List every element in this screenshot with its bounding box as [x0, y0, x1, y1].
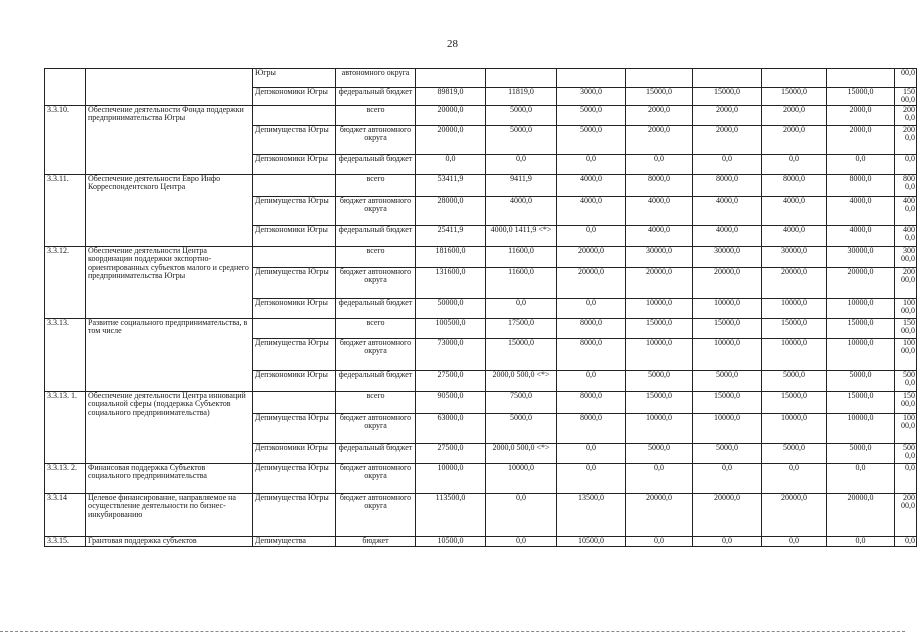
year-2014-cell: 5000,0 [486, 106, 557, 126]
funding-source-cell: бюджет автономного округа [336, 339, 416, 371]
executor-cell [253, 392, 336, 414]
year-2016-cell: 15000,0 [626, 88, 693, 106]
year-2020-cell: 200 0,0 [895, 106, 917, 126]
total-cell: 131600,0 [416, 268, 486, 299]
year-2016-cell: 2000,0 [626, 126, 693, 155]
year-2016-cell: 10000,0 [626, 339, 693, 371]
row-code-cell: 3.3.14 [45, 494, 86, 537]
executor-cell [253, 106, 336, 126]
year-2018-cell: 0,0 [762, 537, 827, 547]
year-2015-cell: 0,0 [557, 371, 626, 392]
total-cell: 90500,0 [416, 392, 486, 414]
year-2020-cell: 200 0,0 [895, 126, 917, 155]
executor-cell: Депэкономики Югры [253, 88, 336, 106]
year-2016-cell: 2000,0 [626, 106, 693, 126]
total-cell: 100500,0 [416, 319, 486, 339]
year-2015-cell: 4000,0 [557, 197, 626, 226]
year-2016-cell: 30000,0 [626, 247, 693, 268]
year-2014-cell: 0,0 [486, 299, 557, 319]
year-2019-cell: 2000,0 [827, 126, 895, 155]
year-2019-cell: 0,0 [827, 537, 895, 547]
activity-name-cell: Грантовая поддержка субъектов [86, 537, 253, 547]
funding-source-cell: федеральный бюджет [336, 88, 416, 106]
funding-source-cell: бюджет автономного округа [336, 414, 416, 444]
year-2015-cell: 20000,0 [557, 268, 626, 299]
year-2015-cell: 10500,0 [557, 537, 626, 547]
year-2020-cell: 150 00,0 [895, 392, 917, 414]
total-cell: 20000,0 [416, 126, 486, 155]
table-row [45, 175, 917, 197]
executor-cell [253, 247, 336, 268]
funding-source-cell: федеральный бюджет [336, 226, 416, 247]
table-row [45, 106, 917, 126]
funding-source-cell: бюджет автономного округа [336, 197, 416, 226]
year-2014-cell: 11819,0 [486, 88, 557, 106]
year-2017-cell: 20000,0 [693, 494, 762, 537]
activity-name-cell: Развитие социального предпринимательства, в том числе [86, 319, 253, 392]
year-2014-cell: 9411,9 [486, 175, 557, 197]
year-2015-cell: 8000,0 [557, 414, 626, 444]
year-2016-cell: 15000,0 [626, 319, 693, 339]
funding-source-cell: федеральный бюджет [336, 444, 416, 464]
year-2014-cell: 10000,0 [486, 464, 557, 494]
executor-cell: Депимущества Югры [253, 197, 336, 226]
total-cell: 113500,0 [416, 494, 486, 537]
total-cell: 0,0 [416, 155, 486, 175]
year-2015-cell: 5000,0 [557, 126, 626, 155]
total-cell [416, 69, 486, 88]
year-2017-cell: 0,0 [693, 464, 762, 494]
year-2016-cell: 20000,0 [626, 494, 693, 537]
year-2014-cell [486, 69, 557, 88]
year-2016-cell: 4000,0 [626, 226, 693, 247]
year-2017-cell: 30000,0 [693, 247, 762, 268]
year-2015-cell: 0,0 [557, 155, 626, 175]
year-2019-cell: 5000,0 [827, 371, 895, 392]
year-2017-cell [693, 69, 762, 88]
year-2014-cell: 11600,0 [486, 268, 557, 299]
year-2020-cell: 200 00,0 [895, 494, 917, 537]
year-2018-cell: 10000,0 [762, 339, 827, 371]
year-2019-cell: 2000,0 [827, 106, 895, 126]
total-cell: 50000,0 [416, 299, 486, 319]
year-2016-cell: 5000,0 [626, 444, 693, 464]
year-2017-cell: 0,0 [693, 537, 762, 547]
total-cell: 28000,0 [416, 197, 486, 226]
year-2014-cell: 0,0 [486, 537, 557, 547]
year-2014-cell: 0,0 [486, 155, 557, 175]
activity-name-cell: Обеспечение деятельности Евро Инфо Корреспондентского Центра [86, 175, 253, 247]
year-2020-cell: 150 00,0 [895, 319, 917, 339]
scan-edge-rule [0, 631, 905, 632]
year-2019-cell [827, 69, 895, 88]
total-cell: 181600,0 [416, 247, 486, 268]
row-code-cell: 3.3.11. [45, 175, 86, 247]
total-cell: 89819,0 [416, 88, 486, 106]
year-2016-cell [626, 69, 693, 88]
year-2014-cell: 15000,0 [486, 339, 557, 371]
executor-cell: Депимущества Югры [253, 268, 336, 299]
year-2017-cell: 15000,0 [693, 392, 762, 414]
year-2014-cell: 4000,0 [486, 197, 557, 226]
year-2015-cell: 3000,0 [557, 88, 626, 106]
executor-cell: Депимущества Югры [253, 494, 336, 537]
year-2020-cell: 500 0,0 [895, 444, 917, 464]
page-number: 28 [447, 38, 458, 50]
funding-source-cell: федеральный бюджет [336, 155, 416, 175]
year-2015-cell: 20000,0 [557, 247, 626, 268]
year-2020-cell: 0,0 [895, 155, 917, 175]
total-cell: 20000,0 [416, 106, 486, 126]
year-2019-cell: 30000,0 [827, 247, 895, 268]
executor-cell: Депимущества Югры [253, 339, 336, 371]
funding-source-cell: всего [336, 175, 416, 197]
year-2014-cell: 2000,0 500,0 <*> [486, 371, 557, 392]
year-2019-cell: 20000,0 [827, 268, 895, 299]
year-2018-cell: 15000,0 [762, 392, 827, 414]
year-2015-cell: 8000,0 [557, 319, 626, 339]
year-2019-cell: 15000,0 [827, 392, 895, 414]
year-2014-cell: 2000,0 500,0 <*> [486, 444, 557, 464]
funding-source-cell: бюджет автономного округа [336, 494, 416, 537]
year-2016-cell: 5000,0 [626, 371, 693, 392]
year-2020-cell: 100 00,0 [895, 299, 917, 319]
year-2018-cell [762, 69, 827, 88]
year-2016-cell: 0,0 [626, 464, 693, 494]
year-2020-cell: 150 00,0 [895, 88, 917, 106]
year-2015-cell: 5000,0 [557, 106, 626, 126]
funding-source-cell: федеральный бюджет [336, 299, 416, 319]
table-row [45, 392, 917, 414]
year-2019-cell: 8000,0 [827, 175, 895, 197]
total-cell: 53411,9 [416, 175, 486, 197]
executor-cell [253, 175, 336, 197]
year-2018-cell: 0,0 [762, 464, 827, 494]
funding-source-cell: всего [336, 106, 416, 126]
year-2019-cell: 5000,0 [827, 444, 895, 464]
year-2019-cell: 10000,0 [827, 414, 895, 444]
funding-source-cell: бюджет автономного округа [336, 126, 416, 155]
funding-source-cell: всего [336, 319, 416, 339]
executor-cell: Депимущества Югры [253, 126, 336, 155]
year-2019-cell: 15000,0 [827, 319, 895, 339]
activity-name-cell: Обеспечение деятельности Центра координации поддержки экспортно-ориентированных субъектов малого и среднего предпринимательства Югры [86, 247, 253, 319]
executor-cell: Депэкономики Югры [253, 226, 336, 247]
year-2019-cell: 20000,0 [827, 494, 895, 537]
year-2018-cell: 10000,0 [762, 414, 827, 444]
year-2014-cell: 4000,0 1411,9 <*> [486, 226, 557, 247]
program-funding-table [44, 68, 917, 547]
funding-source-cell: бюджет автономного округа [336, 464, 416, 494]
year-2016-cell: 20000,0 [626, 268, 693, 299]
row-code-cell: 3.3.13. 2. [45, 464, 86, 494]
table-row [45, 464, 917, 494]
year-2018-cell: 8000,0 [762, 175, 827, 197]
total-cell: 73000,0 [416, 339, 486, 371]
year-2015-cell: 8000,0 [557, 339, 626, 371]
funding-source-cell: всего [336, 247, 416, 268]
year-2020-cell: 800 0,0 [895, 175, 917, 197]
funding-source-cell: автономного округа [336, 69, 416, 88]
year-2017-cell: 15000,0 [693, 319, 762, 339]
row-code-cell: 3.3.13. [45, 319, 86, 392]
year-2018-cell: 4000,0 [762, 197, 827, 226]
executor-cell: Депэкономики Югры [253, 299, 336, 319]
year-2018-cell: 5000,0 [762, 371, 827, 392]
year-2018-cell: 10000,0 [762, 299, 827, 319]
year-2016-cell: 15000,0 [626, 392, 693, 414]
executor-cell: Депэкономики Югры [253, 371, 336, 392]
executor-cell: Депимущества [253, 537, 336, 547]
year-2017-cell: 10000,0 [693, 299, 762, 319]
year-2017-cell: 20000,0 [693, 268, 762, 299]
year-2018-cell: 4000,0 [762, 226, 827, 247]
year-2019-cell: 4000,0 [827, 197, 895, 226]
year-2017-cell: 10000,0 [693, 339, 762, 371]
funding-source-cell: бюджет [336, 537, 416, 547]
year-2014-cell: 11600,0 [486, 247, 557, 268]
year-2018-cell: 0,0 [762, 155, 827, 175]
year-2018-cell: 30000,0 [762, 247, 827, 268]
year-2020-cell: 300 00,0 [895, 247, 917, 268]
year-2016-cell: 10000,0 [626, 299, 693, 319]
total-cell: 27500,0 [416, 371, 486, 392]
year-2015-cell: 4000,0 [557, 175, 626, 197]
year-2017-cell: 5000,0 [693, 371, 762, 392]
activity-name-cell: Финансовая поддержка Субъектов социального предпринимательства [86, 464, 253, 494]
year-2015-cell: 0,0 [557, 444, 626, 464]
year-2017-cell: 15000,0 [693, 88, 762, 106]
year-2016-cell: 10000,0 [626, 414, 693, 444]
row-code-cell [45, 69, 86, 106]
year-2019-cell: 10000,0 [827, 339, 895, 371]
year-2015-cell: 0,0 [557, 299, 626, 319]
executor-cell [253, 319, 336, 339]
year-2016-cell: 4000,0 [626, 197, 693, 226]
year-2015-cell: 8000,0 [557, 392, 626, 414]
funding-source-cell: бюджет автономного округа [336, 268, 416, 299]
year-2014-cell: 17500,0 [486, 319, 557, 339]
year-2020-cell: 00,0 [895, 69, 917, 88]
funding-source-cell: федеральный бюджет [336, 371, 416, 392]
year-2020-cell: 100 00,0 [895, 339, 917, 371]
year-2016-cell: 0,0 [626, 155, 693, 175]
year-2015-cell [557, 69, 626, 88]
year-2018-cell: 20000,0 [762, 494, 827, 537]
year-2017-cell: 2000,0 [693, 126, 762, 155]
year-2020-cell: 0,0 [895, 537, 917, 547]
year-2015-cell: 0,0 [557, 226, 626, 247]
total-cell: 25411,9 [416, 226, 486, 247]
year-2018-cell: 20000,0 [762, 268, 827, 299]
year-2020-cell: 400 0,0 [895, 197, 917, 226]
year-2019-cell: 15000,0 [827, 88, 895, 106]
table-row [45, 494, 917, 537]
activity-name-cell [86, 69, 253, 106]
total-cell: 10500,0 [416, 537, 486, 547]
total-cell: 10000,0 [416, 464, 486, 494]
year-2020-cell: 200 00,0 [895, 268, 917, 299]
year-2016-cell: 8000,0 [626, 175, 693, 197]
year-2014-cell: 0,0 [486, 494, 557, 537]
year-2020-cell: 500 0,0 [895, 371, 917, 392]
row-code-cell: 3.3.10. [45, 106, 86, 175]
year-2019-cell: 4000,0 [827, 226, 895, 247]
executor-cell: Югры [253, 69, 336, 88]
table-row [45, 247, 917, 268]
activity-name-cell: Целевое финансирование, направляемое на осуществление деятельности по бизнес-инкубированию [86, 494, 253, 537]
year-2018-cell: 5000,0 [762, 444, 827, 464]
total-cell: 27500,0 [416, 444, 486, 464]
year-2014-cell: 7500,0 [486, 392, 557, 414]
executor-cell: Депэкономики Югры [253, 155, 336, 175]
total-cell: 63000,0 [416, 414, 486, 444]
activity-name-cell: Обеспечение деятельности Фонда поддержки предпринимательства Югры [86, 106, 253, 175]
year-2018-cell: 2000,0 [762, 126, 827, 155]
year-2020-cell: 100 00,0 [895, 414, 917, 444]
year-2015-cell: 0,0 [557, 464, 626, 494]
year-2019-cell: 0,0 [827, 464, 895, 494]
year-2015-cell: 13500,0 [557, 494, 626, 537]
executor-cell: Депэкономики Югры [253, 444, 336, 464]
year-2017-cell: 4000,0 [693, 226, 762, 247]
year-2017-cell: 10000,0 [693, 414, 762, 444]
table-row [45, 319, 917, 339]
table-row [45, 537, 917, 547]
year-2017-cell: 4000,0 [693, 197, 762, 226]
activity-name-cell: Обеспечение деятельности Центра инноваций социальной сферы (поддержка Субъектов социального предпринимательства) [86, 392, 253, 464]
funding-source-cell: всего [336, 392, 416, 414]
table-body [45, 69, 917, 547]
table-row [45, 69, 917, 88]
executor-cell: Депимущества Югры [253, 414, 336, 444]
executor-cell: Депимущества Югры [253, 464, 336, 494]
year-2018-cell: 2000,0 [762, 106, 827, 126]
year-2017-cell: 5000,0 [693, 444, 762, 464]
row-code-cell: 3.3.13. 1. [45, 392, 86, 464]
year-2020-cell: 0,0 [895, 464, 917, 494]
year-2017-cell: 0,0 [693, 155, 762, 175]
year-2017-cell: 2000,0 [693, 106, 762, 126]
row-code-cell: 3.3.12. [45, 247, 86, 319]
year-2014-cell: 5000,0 [486, 126, 557, 155]
year-2018-cell: 15000,0 [762, 319, 827, 339]
year-2018-cell: 15000,0 [762, 88, 827, 106]
year-2017-cell: 8000,0 [693, 175, 762, 197]
row-code-cell: 3.3.15. [45, 537, 86, 547]
year-2019-cell: 0,0 [827, 155, 895, 175]
year-2020-cell: 400 0,0 [895, 226, 917, 247]
year-2019-cell: 10000,0 [827, 299, 895, 319]
year-2014-cell: 5000,0 [486, 414, 557, 444]
year-2016-cell: 0,0 [626, 537, 693, 547]
